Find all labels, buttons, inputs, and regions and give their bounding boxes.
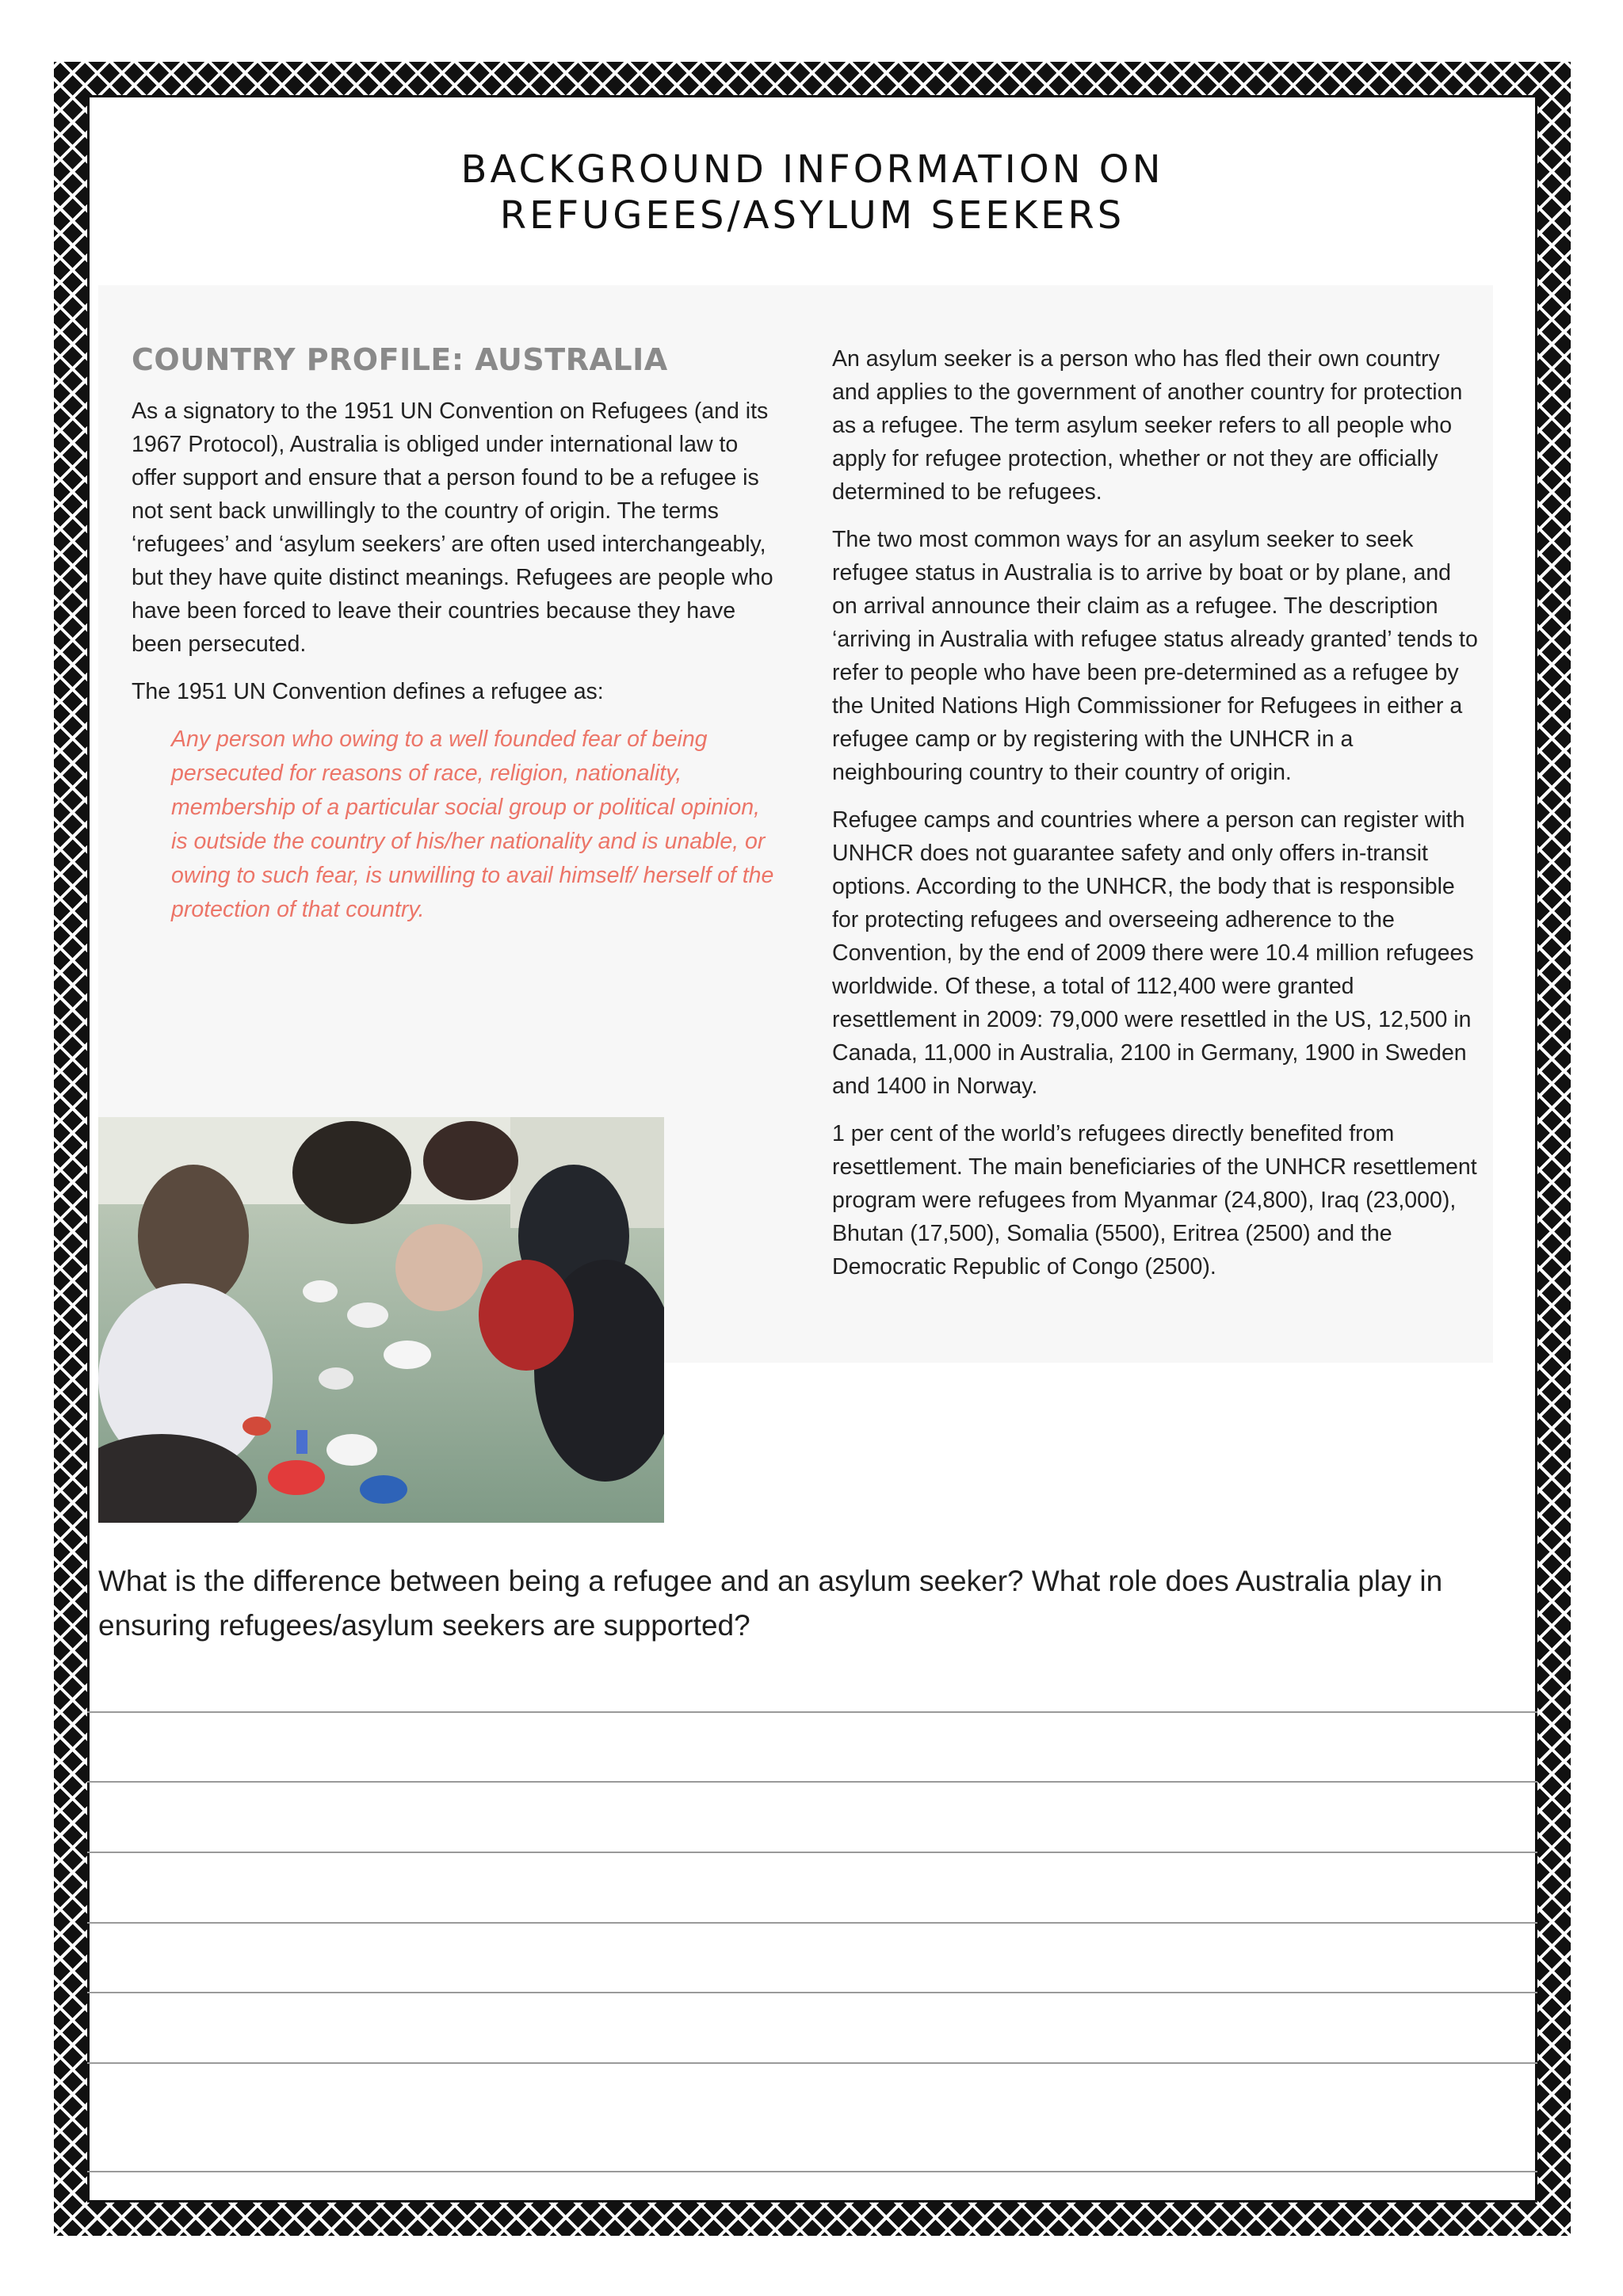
answer-line-6[interactable] <box>87 2062 1537 2064</box>
page-title-line-2: REFUGEES/ASYLUM SEEKERS <box>499 193 1125 238</box>
asylum-seeker-column <box>832 342 1482 1298</box>
profile-paragraph: As a signatory to the 1951 UN Convention on Refugees (and its 1967 Protocol), Australia is obliged under international law to offer support and ensure that a person found to be a refugee is not sent back unwillingly to the country of origin. The terms ‘refugees’ and ‘asylum seekers’ are often used interchangeably, but they have quite distinct meanings. Refugees are people who have been forced to leave their countries because they have been persecuted. <box>132 399 773 657</box>
asylum-paragraph: The two most common ways for an asylum seeker to seek refugee status in Australia is to arrive by boat or by plane, and on arrival announce their claim as a refugee. The description ‘arriving in Australia with refugee status already granted’ tends to refer to people who have been pre-determined as a refugee by the United Nations High Commissioner for Refugees in either a refugee camp or by registering with the UNHCR in a neighbouring country to their country of origin. <box>832 527 1478 785</box>
page-title-line-1: BACKGROUND INFORMATION ON <box>460 147 1164 192</box>
refugees-meal-photo <box>98 1117 664 1523</box>
asylum-paragraph: Refugee camps and countries where a person can register with UNHCR does not guarantee safety and only offers in-transit options. According to the UNHCR, the body that is responsible for protecting refugees and overseeing adherence to the Convention, by the end of 2009 there were 10.4 million refugees worldwide. Of these, a total of 112,400 were granted resettlement in 2009: 79,000 were resettled in the US, 12,500 in Canada, 11,000 in Australia, 2100 in Germany, 1900 in Sweden and 1400 in Norway. <box>832 807 1474 1099</box>
answer-line-7[interactable] <box>87 2171 1537 2172</box>
answer-line-3[interactable] <box>87 1852 1537 1853</box>
convention-definition-quote: Any person who owing to a well founded fear of being persecuted for reasons of race, religion, nationality, membership of a particular social group or political opinion, is outside the country of his/her nationality and is unable, or owing to such fear, is unwilling to avail himself/ herself of the protection of that country. <box>171 727 774 922</box>
asylum-paragraph: 1 per cent of the world’s refugees directly benefited from resettlement. The main beneficiaries of the UNHCR resettlement program were refugees from Myanmar (24,800), Iraq (23,000), Bhutan (17,500), Somalia (5500), Eritrea (2500) and the Democratic Republic of Congo (2500). <box>832 1121 1477 1280</box>
reflection-question: What is the difference between being a refugee and an asylum seeker? What role does Australia play in ensuring refugees/asylum seekers are supported? <box>98 1565 1443 1642</box>
answer-line-5[interactable] <box>87 1992 1537 1993</box>
answer-line-2[interactable] <box>87 1781 1537 1783</box>
asylum-paragraph: An asylum seeker is a person who has fled their own country and applies to the government of another country for protection as a refugee. The term asylum seeker refers to all people who apply for refugee protection, whether or not they are officially determined to be refugees. <box>832 346 1463 505</box>
country-profile-heading: COUNTRY PROFILE: AUSTRALIA <box>132 342 668 377</box>
answer-line-4[interactable] <box>87 1922 1537 1924</box>
answer-line-1[interactable] <box>87 1711 1537 1713</box>
country-profile-column <box>132 342 781 927</box>
profile-paragraph: The 1951 UN Convention defines a refugee as: <box>132 679 604 704</box>
photo-illustration <box>98 1117 664 1523</box>
